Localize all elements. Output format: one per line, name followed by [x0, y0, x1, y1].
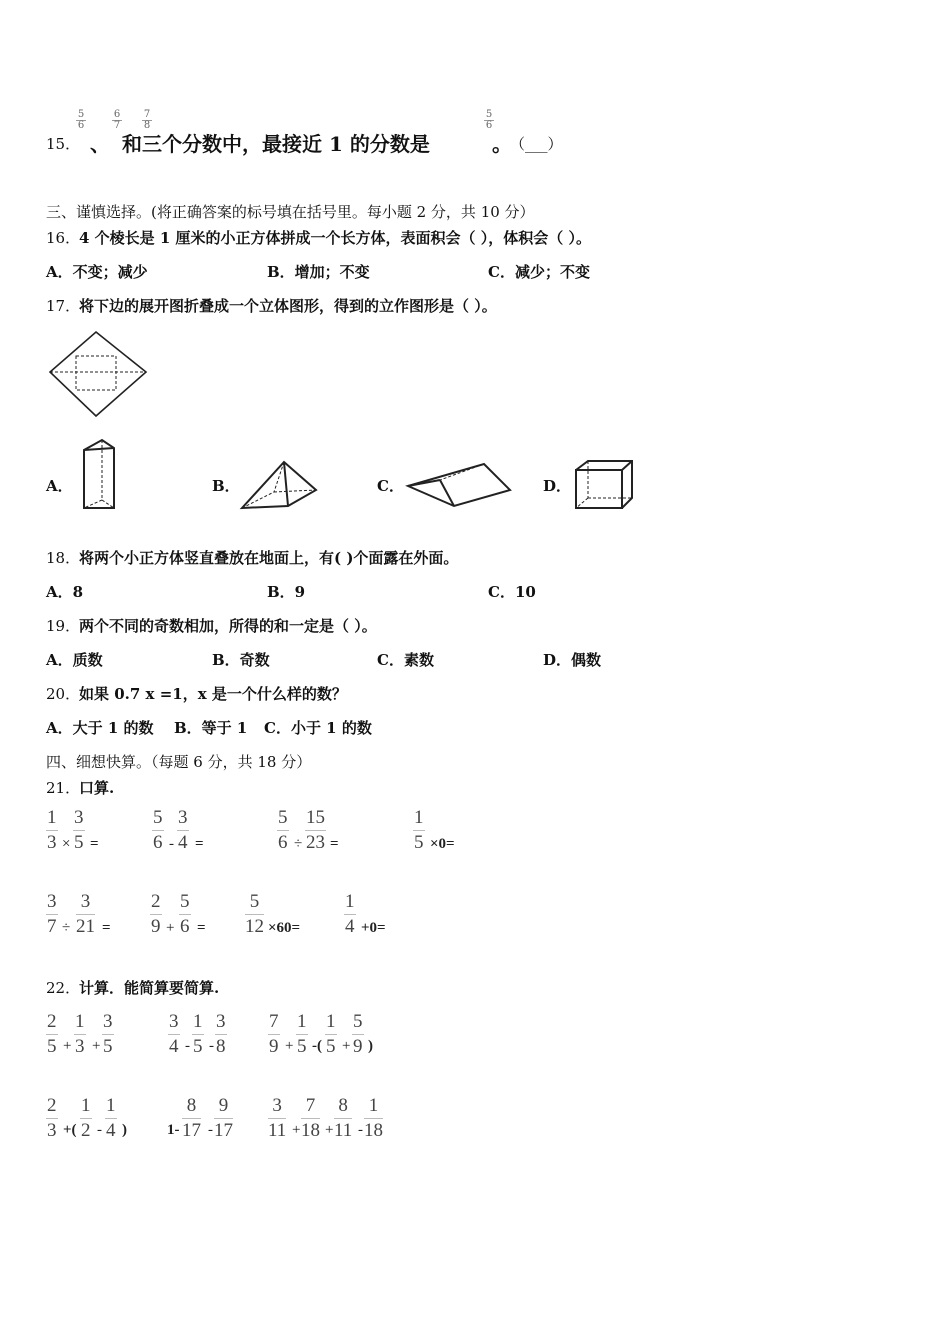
q21-r2-e2-equals: =	[197, 920, 206, 936]
q17-option-c[interactable]: C．	[377, 477, 404, 495]
q22-text: 计算．能简算要简算.	[79, 979, 220, 997]
q17-option-b[interactable]: B．	[212, 477, 240, 495]
q15-text: 和三个分数中，最接近 1 的分数是	[122, 132, 430, 156]
q19-option-b[interactable]: B．奇数	[212, 651, 270, 669]
q22-e3-op-4: )	[368, 1038, 373, 1054]
q18-option-b[interactable]: B．9	[267, 583, 306, 601]
q21-r2-e3-tail: ×60=	[268, 920, 301, 936]
q17-text: 将下边的展开图折叠成一个立体图形，得到的立作图形是（ ）。	[79, 297, 497, 315]
q22-e5-frac-1: $\frac{8}{17}$	[182, 1095, 201, 1141]
q21-r1-e4-tail: ×0=	[430, 836, 455, 852]
q21-r1-e2-op: -	[169, 836, 174, 852]
q15-fraction-3: 7 8	[143, 109, 151, 131]
q16-text: 4 个棱长是 1 厘米的小正方体拼成一个长方体，表面积会（ ），体积会（ ）。	[79, 229, 591, 247]
q21-r2-e2-frac-a: $\frac{2}{9}$	[151, 891, 161, 937]
q21-r2-e3-frac-a: $\frac{5}{12}$	[245, 891, 264, 937]
q22-e3-frac-1: $\frac{7}{9}$	[269, 1011, 279, 1057]
q15-number: 15．	[46, 135, 81, 153]
q21-r1-e2-frac-a: $\frac{5}{6}$	[153, 807, 163, 853]
q22-e1-frac-2: $\frac{1}{3}$	[75, 1011, 85, 1057]
q22-e2-op-1: -	[185, 1038, 190, 1054]
q19-number: 19．	[46, 617, 81, 635]
q15-period: 。	[492, 132, 512, 156]
q22-e6-frac-4: $\frac{1}{18}$	[364, 1095, 383, 1141]
q22-e2-frac-3: $\frac{3}{8}$	[216, 1011, 226, 1057]
q22-e5-lead: 1-	[167, 1122, 180, 1138]
q22-e4-op-2: -	[97, 1122, 102, 1138]
q21-r2-e2-frac-b: $\frac{5}{6}$	[180, 891, 190, 937]
q22-e1-frac-3: $\frac{3}{5}$	[103, 1011, 113, 1057]
q21-r1-e4-frac-a: $\frac{1}{5}$	[414, 807, 424, 853]
q17-option-d[interactable]: D．	[543, 477, 572, 495]
q22-e2-frac-2: $\frac{1}{5}$	[193, 1011, 203, 1057]
q15-separator: 、	[90, 132, 110, 156]
q22-e3-op-2: -(	[312, 1038, 322, 1054]
q21-r2-e4-frac-a: $\frac{1}{4}$	[345, 891, 355, 937]
q15-fraction-2: 6 7	[113, 109, 121, 131]
q19-option-c[interactable]: C．素数	[377, 651, 434, 669]
q22-e6-op-2: +	[325, 1122, 334, 1138]
q19-option-d[interactable]: D．偶数	[543, 651, 602, 669]
q22-number: 22．	[46, 979, 81, 997]
q17-option-a[interactable]: A．	[46, 477, 73, 495]
q21-r1-e2-frac-b: $\frac{3}{4}$	[178, 807, 188, 853]
q19-text: 两个不同的奇数相加，所得的和一定是（ ）。	[79, 617, 377, 635]
q20-number: 20．	[46, 685, 81, 703]
q21-r1-e1-frac-b: $\frac{3}{5}$	[74, 807, 84, 853]
q22-e6-op-1: +	[292, 1122, 301, 1138]
q21-r1-e3-frac-a: $\frac{5}{6}$	[278, 807, 288, 853]
cube-figure	[572, 458, 636, 512]
q21-r2-e1-op: ÷	[62, 920, 71, 936]
triangular-prism-upright-figure	[80, 438, 120, 512]
q22-e3-frac-4: $\frac{5}{9}$	[353, 1011, 363, 1057]
q22-e4-frac-3: $\frac{1}{4}$	[106, 1095, 116, 1141]
q22-e5-op-1: -	[208, 1122, 213, 1138]
q22-e2-op-2: -	[209, 1038, 214, 1054]
q22-e5-frac-2: $\frac{9}{17}$	[214, 1095, 233, 1141]
q18-text: 将两个小正方体竖直叠放在地面上，有( )个面露在外面。	[79, 549, 459, 567]
q21-number: 21．	[46, 779, 81, 797]
q20-text: 如果 0.7 x =1，x 是一个什么样的数？	[79, 685, 347, 703]
q22-e3-op-1: +	[285, 1038, 294, 1054]
q21-r2-e1-frac-a: $\frac{3}{7}$	[47, 891, 57, 937]
q21-r1-e1-equals: =	[90, 836, 99, 852]
q21-r1-e1-op: ×	[62, 836, 71, 852]
q16-number: 16．	[46, 229, 81, 247]
q22-e2-frac-1: $\frac{3}{4}$	[169, 1011, 179, 1057]
q16-option-c[interactable]: C．减少；不变	[488, 263, 590, 281]
q22-e4-frac-2: $\frac{1}{2}$	[81, 1095, 91, 1141]
q21-r2-e1-frac-b: $\frac{3}{21}$	[76, 891, 95, 937]
q21-text: 口算.	[79, 779, 115, 797]
q16-option-b[interactable]: B．增加；不变	[267, 263, 370, 281]
q22-e4-op-3: )	[122, 1122, 127, 1138]
q22-e6-frac-1: $\frac{3}{11}$	[268, 1095, 287, 1141]
q21-r2-e2-op: +	[166, 920, 175, 936]
q21-r1-e3-frac-b: $\frac{15}{23}$	[306, 807, 325, 853]
q18-option-a[interactable]: A．8	[46, 583, 84, 601]
q18-option-c[interactable]: C．10	[488, 583, 536, 601]
q22-e3-frac-2: $\frac{1}{5}$	[297, 1011, 307, 1057]
q21-r1-e1-frac-a: $\frac{1}{3}$	[47, 807, 57, 853]
q22-e6-frac-2: $\frac{7}{18}$	[301, 1095, 320, 1141]
net-diagram	[48, 330, 148, 420]
q21-r1-e2-equals: =	[195, 836, 204, 852]
q15-answer-blank[interactable]: （___）	[510, 135, 563, 153]
q16-option-a[interactable]: A．不变；减少	[46, 263, 148, 281]
q19-option-a[interactable]: A．质数	[46, 651, 103, 669]
q22-e1-op-2: +	[92, 1038, 101, 1054]
section-4-heading: 四、细想快算。（每题 6 分，共 18 分）	[46, 753, 312, 771]
q20-option-c[interactable]: C．小于 1 的数	[264, 719, 372, 737]
q18-number: 18．	[46, 549, 81, 567]
q15-fraction-4: 5 6	[485, 109, 493, 131]
square-pyramid-figure	[238, 460, 320, 512]
q22-e6-op-3: -	[358, 1122, 363, 1138]
q22-e1-frac-1: $\frac{2}{5}$	[47, 1011, 57, 1057]
q22-e3-frac-3: $\frac{1}{5}$	[326, 1011, 336, 1057]
q15-fraction-1: 5 6	[77, 109, 85, 131]
q21-r2-e1-equals: =	[102, 920, 111, 936]
q21-r1-e3-op: ÷	[294, 836, 303, 852]
q17-number: 17．	[46, 297, 81, 315]
q21-r2-e4-tail: +0=	[361, 920, 386, 936]
q22-e1-op-1: +	[63, 1038, 72, 1054]
q20-option-a[interactable]: A．大于 1 的数	[46, 719, 154, 737]
q22-e4-frac-1: $\frac{2}{3}$	[47, 1095, 57, 1141]
section-3-heading: 三、谨慎选择。(将正确答案的标号填在括号里。每小题 2 分，共 10 分）	[46, 203, 535, 221]
q21-r1-e3-equals: =	[330, 836, 339, 852]
triangular-prism-lying-figure	[404, 460, 512, 510]
q20-option-b[interactable]: B．等于 1	[174, 719, 248, 737]
q22-e4-op-1: +(	[63, 1122, 77, 1138]
q22-e3-op-3: +	[342, 1038, 351, 1054]
q22-e6-frac-3: $\frac{8}{11}$	[334, 1095, 353, 1141]
